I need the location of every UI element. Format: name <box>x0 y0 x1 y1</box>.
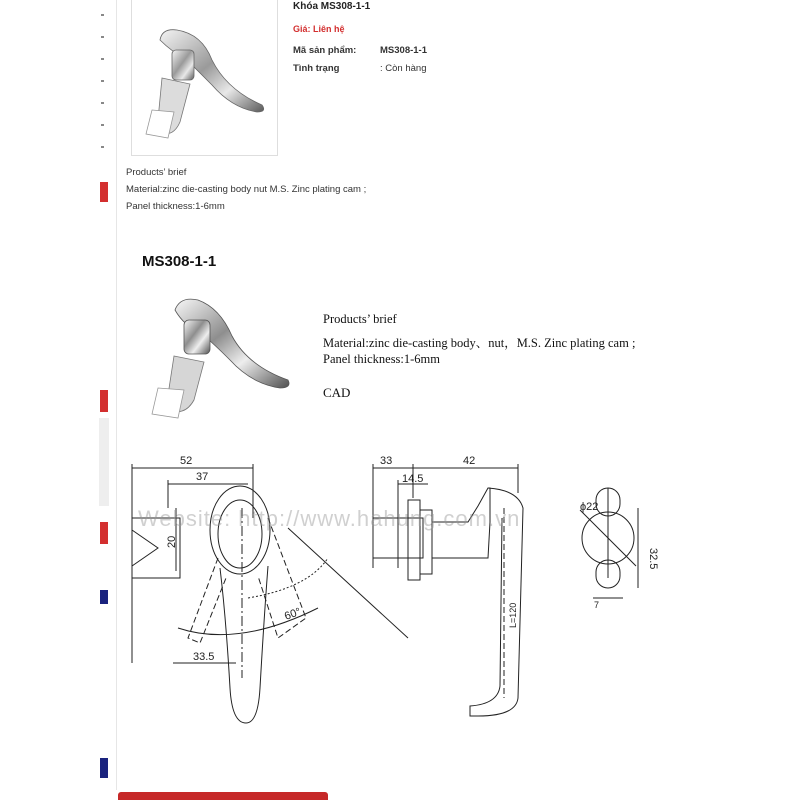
spec-model-heading: MS308-1-1 <box>142 253 217 270</box>
dim-phi22: ϕ22 <box>580 501 599 513</box>
dim-7: 7 <box>594 600 600 610</box>
dim-14-5: 14.5 <box>402 473 424 485</box>
dim-33-5: 33.5 <box>193 651 215 663</box>
description-heading: Products’ brief <box>126 167 187 178</box>
dim-37: 37 <box>196 471 209 483</box>
sidebar-red-marker[interactable] <box>100 522 108 544</box>
dim-32-5: 32.5 <box>647 548 659 570</box>
description-material: Material:zinc die-casting body nut M.S. Zinc plating cam ; <box>126 184 367 195</box>
sidebar-dot <box>101 36 104 38</box>
sidebar-gray-block <box>99 418 109 506</box>
product-price: Giá: Liên hệ <box>293 24 345 34</box>
sidebar-dot <box>101 14 104 16</box>
product-thumbnail[interactable] <box>131 0 278 156</box>
dim-l120: L=120 <box>508 602 518 628</box>
status-label: Tình trạng <box>293 63 340 74</box>
product-title: Khóa MS308-1-1 <box>293 1 371 12</box>
sku-label: Mã sản phẩm: <box>293 45 357 56</box>
spec-brief-material: Material:zinc die-casting body、nut，M.S. Zinc plating cam ; <box>323 336 636 350</box>
lock-handle-photo <box>140 288 300 428</box>
status-value: : Còn hàng <box>380 63 427 74</box>
sidebar-blue-marker[interactable] <box>100 590 108 604</box>
cad-drawing <box>118 448 678 738</box>
spec-cad-label: CAD <box>323 385 351 400</box>
dim-20: 20 <box>166 535 178 548</box>
description-panel: Panel thickness:1-6mm <box>126 201 225 212</box>
content-border <box>116 0 117 790</box>
sidebar-red-marker[interactable] <box>100 182 108 202</box>
dim-33: 33 <box>380 455 393 467</box>
sidebar-dot <box>101 102 104 104</box>
dim-42: 42 <box>463 455 476 467</box>
sidebar-dot <box>101 146 104 148</box>
sidebar-blue-marker[interactable] <box>100 758 108 778</box>
spec-brief-panel: Panel thickness:1-6mm <box>323 352 440 366</box>
dim-52: 52 <box>180 455 193 467</box>
sidebar-dot <box>101 58 104 60</box>
sidebar-red-marker[interactable] <box>100 390 108 412</box>
spec-brief-heading: Products’ brief <box>323 312 397 326</box>
left-sidebar <box>0 0 117 800</box>
watermark-text: Website: http://www.hahung.com.vn <box>138 506 521 531</box>
dim-angle: 60° <box>282 605 303 623</box>
bottom-red-tab[interactable] <box>118 792 328 800</box>
lock-handle-image <box>132 0 277 155</box>
sidebar-dot <box>101 80 104 82</box>
sidebar-dot <box>101 124 104 126</box>
sku-value: MS308-1-1 <box>380 45 427 56</box>
